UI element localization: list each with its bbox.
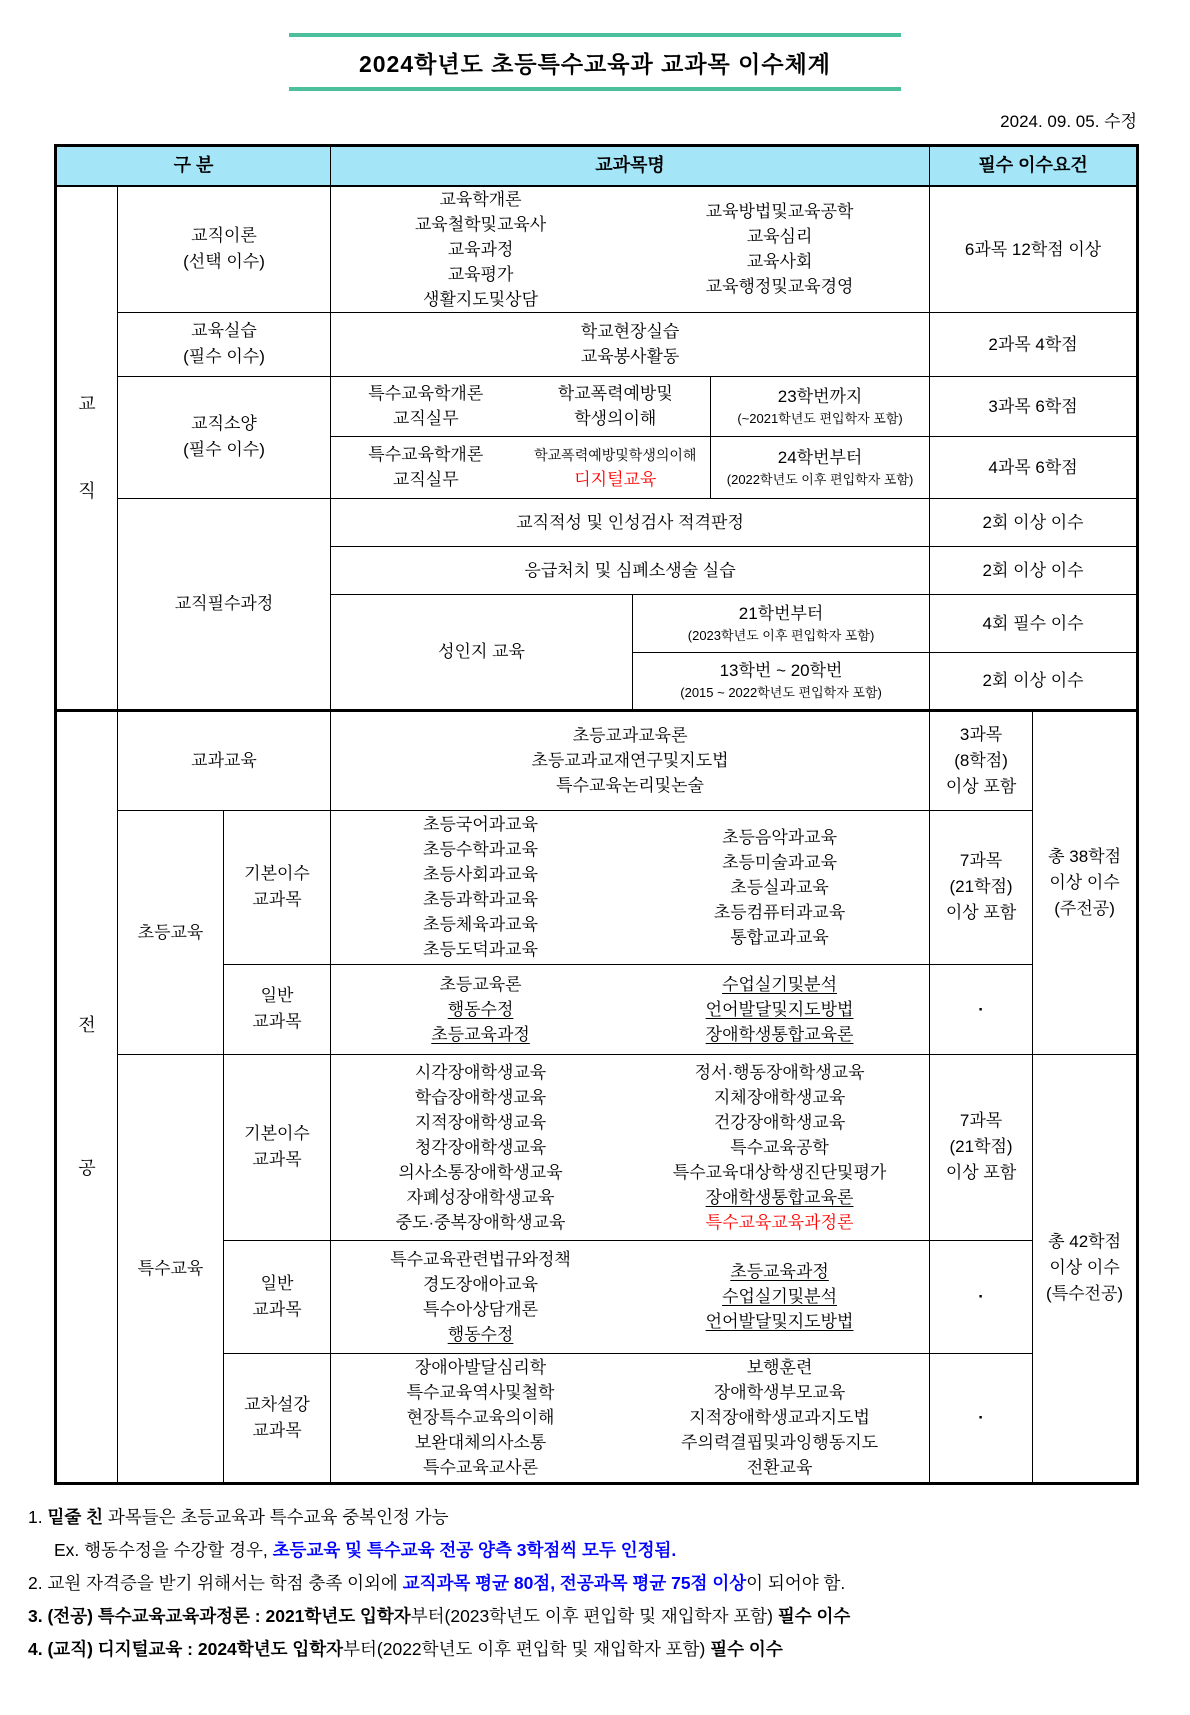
cell-special-total (1033, 1054, 1138, 1483)
course-item: 시각장애학생교육 (414, 1062, 547, 1082)
note-text: 부터(2022학년도 이후 편입학 및 재입학자 포함) (343, 1638, 711, 1659)
label-line: 교과목 (252, 1420, 302, 1440)
course-item: 건강장애학생교육 (713, 1112, 846, 1132)
cell-theory-label (118, 186, 331, 313)
cell-gender-cohort-a (633, 594, 930, 652)
cohort-note: (2023학년도 이후 편입학자 포함) (687, 627, 875, 643)
req-line: 이상 포함 (945, 776, 1017, 796)
note-text: 2. 교원 자격증을 받기 위해서는 학점 충족 이외에 (28, 1572, 403, 1593)
req-line: (8학점) (954, 750, 1008, 770)
note-text: 이 되어야 함. (746, 1572, 846, 1593)
course-item: 보행훈련 (746, 1358, 813, 1377)
note-text-bold: 3. (전공) 특수교육교육과정론 : 2021학년도 입학자 (28, 1605, 411, 1626)
total-line: (특수전공) (1046, 1284, 1124, 1303)
course-item: 특수교육교사론 (423, 1458, 539, 1477)
course-item: 교육봉사활동 (580, 347, 680, 366)
note-4 (28, 1633, 1190, 1666)
cell-aptitude-req: 2회 이상 이수 (930, 498, 1138, 546)
course-item: 특수교육학개론 (368, 445, 484, 464)
cell-elementary-general-req: · (930, 964, 1033, 1054)
cell-elementary-total (1033, 710, 1138, 1054)
course-item: 학교폭력예방및학생의이해 (534, 446, 697, 463)
course-item: 초등체육과교육 (423, 915, 539, 934)
cell-soyang24-cohort (711, 436, 930, 498)
note-text-bold: 4. (교직) 디지털교육 : 2024학년도 입학자 (28, 1638, 344, 1659)
cell-cpr-course: 응급처치 및 심폐소생술 실습 (331, 546, 930, 594)
cell-gwagwa-req (930, 710, 1033, 810)
course-item: 초등사회과교육 (423, 865, 539, 884)
title-bottom-rule (289, 87, 901, 91)
course-item: 청각장애학생교육 (414, 1137, 547, 1157)
cell-soyang-label (118, 376, 331, 498)
course-item: 초등음악과교육 (722, 827, 838, 847)
cohort-note: (2022학년도 이후 편입학자 포함) (726, 471, 914, 487)
req-line: (21학점) (949, 877, 1013, 896)
course-item: 언어발달및지도방법 (705, 999, 854, 1019)
course-item: 특수교육논리및논술 (556, 776, 704, 795)
course-item: 특수아상담개론 (423, 1299, 539, 1319)
table-header-row (56, 146, 1138, 186)
cohort-note: (2015 ~ 2022학년도 편입학자 포함) (680, 685, 882, 700)
page-title: 2024학년도 초등특수교육과 교과목 이수체계 (358, 51, 832, 77)
cell-special-cross-courses (331, 1353, 930, 1483)
course-item: 학생의이해 (574, 409, 657, 428)
course-item: 현장특수교육의이해 (406, 1408, 555, 1427)
req-line: (21학점) (949, 1137, 1013, 1156)
course-item: 경도장애아교육 (423, 1274, 539, 1294)
label-line: 교과목 (252, 1299, 302, 1319)
cell-elementary-general-courses (331, 964, 930, 1054)
cell-elementary-basic-label (224, 810, 331, 964)
course-item: 교육평가 (447, 264, 514, 284)
label-line: 교과목 (252, 1012, 302, 1031)
cell-special-cross-req: · (930, 1353, 1033, 1483)
course-item: 교육철학및교육사 (414, 214, 547, 234)
course-item: 학교폭력예방및 (557, 384, 673, 403)
course-item: 특수교육관련법규와정책 (390, 1249, 571, 1269)
note-text: 부터(2023학년도 이후 편입학 및 재입학자 포함) (410, 1605, 778, 1626)
course-item: 초등국어과교육 (423, 815, 539, 834)
course-item: 특수교육대상학생진단및평가 (672, 1162, 887, 1182)
group-char: 전 (78, 1014, 96, 1035)
cell-gender-req-b: 2회 이상 이수 (930, 652, 1138, 710)
label-line: 일반 (260, 986, 294, 1005)
cell-theory-req: 6과목 12학점 이상 (930, 186, 1138, 313)
row-elementary-basic (56, 810, 1138, 964)
label-line: 교과목 (252, 890, 302, 909)
label-line: (필수 이수) (183, 347, 265, 366)
total-line: 총 38학점 (1048, 846, 1122, 866)
course-item: 장애학생통합교육론 (705, 1187, 854, 1207)
cell-special-general-req: · (930, 1240, 1033, 1353)
cell-soyang24-req: 4과목 6학점 (930, 436, 1138, 498)
course-item: 교육심리 (746, 227, 813, 246)
group-char: 교 (78, 393, 96, 414)
cell-gwagwa-label: 교과교육 (118, 710, 331, 810)
note-3 (28, 1600, 1190, 1633)
note-text-bold: 필수 이수 (710, 1638, 783, 1659)
course-item: 초등도덕과교육 (423, 940, 539, 959)
note-text-bold: 필수 이수 (777, 1605, 851, 1626)
req-line: 7과목 (959, 1111, 1003, 1130)
cell-special-basic-req (930, 1054, 1033, 1240)
note-1 (28, 1501, 1190, 1534)
req-line: 이상 포함 (945, 1163, 1017, 1182)
cell-aptitude-course: 교직적성 및 인성검사 적격판정 (331, 498, 930, 546)
course-item: 특수교육공학 (730, 1137, 829, 1157)
course-item: 행동수정 (447, 1324, 514, 1344)
note-text: Ex. 행동수정을 수강할 경우, (54, 1539, 273, 1560)
label-line: 교직소양 (191, 414, 257, 433)
cell-special-basic-label (224, 1054, 331, 1240)
course-item: 초등교과교재연구및지도법 (531, 751, 729, 770)
cell-theory-courses (331, 186, 930, 313)
cell-soyang23-courses (331, 376, 711, 436)
course-item: 초등컴퓨터과교육 (713, 902, 846, 922)
cell-practicum-label (118, 312, 331, 376)
cell-practicum-courses (331, 312, 930, 376)
total-line: 이상 이수 (1049, 872, 1120, 892)
course-item: 교직실무 (392, 409, 459, 428)
course-item: 주의력결핍및과잉행동지도 (681, 1433, 879, 1452)
label-line: 교직이론 (191, 226, 257, 245)
course-item: 초등교과교육론 (572, 726, 688, 745)
cell-gender-req-a: 4회 필수 이수 (930, 594, 1138, 652)
note-text: 과목들은 초등교육과 특수교육 중복인정 가능 (103, 1506, 449, 1527)
course-item: 전환교육 (746, 1458, 813, 1477)
group-label-gyojik (56, 186, 118, 711)
cell-gender-cohort-b (633, 652, 930, 710)
cell-gwagwa-courses (331, 710, 930, 810)
req-line: 7과목 (959, 851, 1003, 870)
course-item: 학습장애학생교육 (414, 1087, 547, 1107)
total-line: (주전공) (1054, 898, 1115, 918)
row-special-basic (56, 1054, 1138, 1240)
label-line: 교차설강 (244, 1394, 310, 1414)
cell-special-general-label (224, 1240, 331, 1353)
course-item-digital-education: 디지털교육 (574, 469, 657, 489)
course-item: 의사소통장애학생교육 (398, 1162, 563, 1182)
cell-elementary-basic-courses (331, 810, 930, 964)
course-item: 초등교육과정 (431, 1024, 530, 1044)
cell-elementary-basic-req (930, 810, 1033, 964)
course-item: 생활지도및상담 (423, 289, 539, 309)
cell-soyang24-courses (331, 436, 711, 498)
cell-cpr-req: 2회 이상 이수 (930, 546, 1138, 594)
note-2 (28, 1567, 1190, 1600)
label-line: 기본이수 (244, 1124, 310, 1143)
note-text-blue: 교직과목 평균 80점, 전공과목 평균 75점 이상 (402, 1572, 747, 1593)
label-line: 교육실습 (191, 321, 257, 340)
cell-soyang23-req: 3과목 6학점 (930, 376, 1138, 436)
course-item: 초등미술과교육 (722, 852, 838, 872)
label-line: 기본이수 (244, 864, 310, 883)
cell-special-general-courses (331, 1240, 930, 1353)
cohort-note: (~2021학년도 편입학자 포함) (737, 410, 903, 426)
course-item: 특수교육학개론 (368, 384, 484, 403)
cell-elementary-general-label (224, 964, 331, 1054)
course-item: 지적장애학생교육 (414, 1112, 547, 1132)
note-text-bold: 밑줄 친 (47, 1506, 104, 1527)
row-gwagwa (56, 710, 1138, 810)
revision-date: 2024. 09. 05. 수정 (1000, 112, 1137, 131)
course-item: 자폐성장애학생교육 (406, 1187, 555, 1207)
label-line: 일반 (260, 1273, 294, 1293)
group-char: 직 (78, 480, 96, 501)
course-item: 교육과정 (447, 239, 514, 259)
course-item: 지체장애학생교육 (713, 1087, 846, 1107)
cell-practicum-req: 2과목 4학점 (930, 312, 1138, 376)
course-item: 교육방법및교육공학 (705, 202, 854, 221)
cell-special-cross-label (224, 1353, 331, 1483)
note-1-example (28, 1534, 1190, 1567)
note-text-blue: 초등교육 및 특수교육 전공 양측 3학점씩 모두 인정됨. (272, 1539, 677, 1560)
total-line: 총 42학점 (1048, 1232, 1122, 1251)
cell-special-basic-courses (331, 1054, 930, 1240)
cohort-line: 24학번부터 (777, 447, 863, 467)
course-item: 교육학개론 (439, 189, 522, 209)
cell-required-course-label: 교직필수과정 (118, 498, 331, 710)
cohort-line: 13학번 ~ 20학번 (719, 661, 843, 680)
course-item: 초등교육과정 (730, 1262, 829, 1281)
label-line: 교과목 (252, 1150, 302, 1169)
row-practicum (56, 312, 1138, 376)
group-label-jeongong (56, 710, 118, 1483)
total-line: 이상 이수 (1049, 1258, 1120, 1277)
label-line: (선택 이수) (183, 252, 265, 271)
course-item: 교육행정및교육경영 (705, 277, 854, 296)
course-item: 교직실무 (392, 470, 459, 489)
cell-elementary-label: 초등교육 (118, 810, 224, 1054)
course-item: 통합교과교육 (730, 927, 829, 947)
header-requirement: 필수 이수요건 (930, 146, 1138, 186)
course-item: 장애아발달심리학 (414, 1358, 547, 1377)
row-soyang-23 (56, 376, 1138, 436)
cohort-line: 21학번부터 (738, 603, 824, 623)
row-aptitude (56, 498, 1138, 546)
course-item: 초등수학과교육 (423, 840, 539, 859)
req-line: 이상 포함 (945, 903, 1017, 922)
row-theory (56, 186, 1138, 313)
course-item: 언어발달및지도방법 (705, 1312, 854, 1331)
cohort-line: 23학번까지 (777, 386, 863, 406)
course-item: 학교현장실습 (580, 322, 680, 341)
course-item: 중도·중복장애학생교육 (395, 1212, 566, 1232)
course-item: 행동수정 (447, 999, 514, 1019)
title-block (289, 33, 901, 91)
course-item: 장애학생부모교육 (713, 1383, 846, 1402)
course-item: 교육사회 (746, 252, 813, 271)
course-item-special-curriculum: 특수교육교육과정론 (705, 1212, 854, 1232)
req-line: 3과목 (959, 724, 1003, 744)
footnotes (28, 1501, 1190, 1666)
header-category: 구 분 (56, 146, 331, 186)
course-item: 초등교육론 (439, 974, 522, 994)
header-course-name: 교과목명 (331, 146, 930, 186)
course-item: 수업실기및분석 (722, 974, 838, 994)
note-text: 1. (28, 1506, 48, 1527)
course-item: 장애학생통합교육론 (705, 1024, 854, 1044)
course-item: 수업실기및분석 (722, 1287, 838, 1306)
curriculum-table (54, 144, 1139, 1485)
cell-soyang23-cohort (711, 376, 930, 436)
course-item: 특수교육역사및철학 (406, 1383, 555, 1402)
cell-special-label: 특수교육 (118, 1054, 224, 1483)
label-line: (필수 이수) (183, 440, 265, 459)
course-item: 정서·행동장애학생교육 (694, 1062, 865, 1082)
course-item: 지적장애학생교과지도법 (689, 1408, 870, 1427)
course-item: 초등과학과교육 (423, 890, 539, 909)
course-item: 초등실과교육 (730, 877, 829, 897)
group-char: 공 (78, 1157, 96, 1178)
course-item: 보완대체의사소통 (414, 1433, 547, 1452)
cell-gender-course: 성인지 교육 (331, 594, 633, 710)
